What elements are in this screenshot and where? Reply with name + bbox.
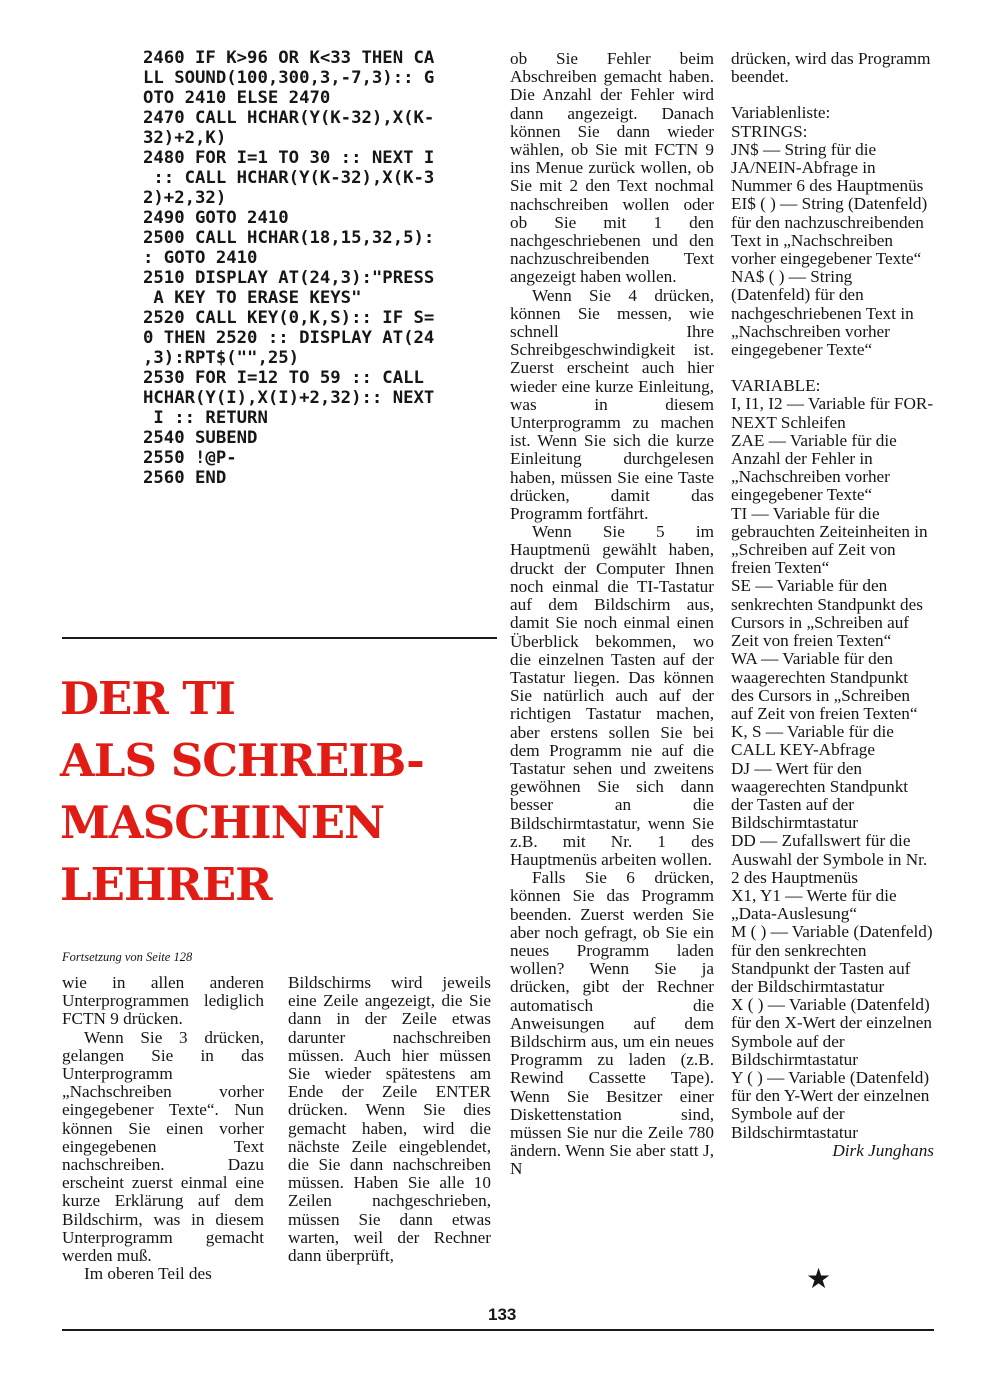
code-line: 2500 CALL HCHAR(18,15,32,5): xyxy=(143,228,435,248)
code-line: 2)+2,32) xyxy=(143,188,227,208)
title-line: MASCHINEN xyxy=(60,796,385,849)
paragraph: wie in allen anderen Unterprogrammen lediglich FCTN 9 drücken. xyxy=(62,973,264,1029)
section-divider xyxy=(62,637,497,639)
variable-entry: DJ — Wert für den waagerechten Standpunkt der Tasten auf der Bildschirmtastatur xyxy=(731,758,909,833)
title-line: LEHRER xyxy=(60,858,272,911)
title-line: ALS SCHREIB- xyxy=(60,734,424,787)
variable-heading: VARIABLE: xyxy=(731,376,821,396)
strings-heading: STRINGS: xyxy=(731,121,808,141)
variable-entry: I, I1, I2 — Variable für FOR-NEXT Schleifen xyxy=(731,394,934,432)
page-number: 133 xyxy=(488,1305,517,1324)
variable-entry: X ( ) — Variable (Datenfeld) für den X-Wert der einzelnen Symbole auf der Bildschirmtastatur xyxy=(731,995,932,1069)
paragraph: Wenn Sie 4 drücken, können Sie messen, wie schnell Ihre Schreibgeschwindigkeit ist. Zuerst erscheint auch hier wieder eine kurze Einleitung, was in diesem Unterprogramm zu machen ist. Wenn Sie sich die kurze Einleitung durchgelesen haben, müssen Sie eine Taste drücken, damit das Programm fortfährt. xyxy=(510,285,714,524)
code-line: :: CALL HCHAR(Y(K-32),X(K-3 xyxy=(143,168,435,188)
variable-entry: NA$ ( ) — String (Datenfeld) für den nachgeschriebenen Text in „Nachschreiben vorher eingegebener Texte“ xyxy=(731,267,914,360)
code-line: 2560 END xyxy=(143,468,227,488)
code-line: 2540 SUBEND xyxy=(143,428,258,448)
code-line: ,3):RPT$("",25) xyxy=(143,348,300,368)
code-line: 2490 GOTO 2410 xyxy=(143,208,289,228)
paragraph: Wenn Sie 3 drücken, gelangen Sie in das Unterprogramm „Nachschreiben vorher eingegebener Texte“. Nun können Sie einen vorher eingegebenen Text nachschreiben. Dazu erscheint zuerst einmal eine kurze Erklärung auf dem Bildschirm, was in diesem Unterprogramm gemacht werden muß. xyxy=(62,1027,264,1266)
code-line: I :: RETURN xyxy=(143,408,268,428)
code-line: 2520 CALL KEY(0,K,S):: IF S= xyxy=(143,308,435,328)
code-line: 2480 FOR I=1 TO 30 :: NEXT I xyxy=(143,148,435,168)
text-column-2 xyxy=(288,974,491,1265)
paragraph: drücken, wird das Programm beendet. xyxy=(731,49,931,87)
variable-entry: JN$ — String für die JA/NEIN-Abfrage in Nummer 6 des Hauptmenüs xyxy=(731,139,924,196)
continuation-note: Fortsetzung von Seite 128 xyxy=(62,950,193,964)
code-line: : GOTO 2410 xyxy=(143,248,258,268)
variable-entry: X1, Y1 — Werte für die „Data-Auslesung“ xyxy=(731,885,897,924)
variable-entry: ZAE — Variable für die Anzahl der Fehler in „Nachschreiben vorher eingegebener Texte“ xyxy=(731,430,897,505)
paragraph: Im oberen Teil des xyxy=(84,1264,212,1284)
star-icon: ★ xyxy=(806,1262,832,1295)
code-line: 2550 !@P- xyxy=(143,448,237,468)
text-column-3 xyxy=(510,50,714,1179)
code-line: 2510 DISPLAY AT(24,3):"PRESS xyxy=(143,268,435,288)
paragraph: ob Sie Fehler beim Abschreiben gemacht haben. Die Anzahl der Fehler wird dann angezeigt. Danach können Sie dann wieder wählen, ob Sie mit FCTN 9 ins Menue zurück wollen, ob Sie mit 2 den Text nochmal nachschreiben wollen oder ob Sie mit 1 den nachgeschriebenen und den nachzuschreibenden Text angezeigt haben wollen. xyxy=(510,49,714,287)
author-signature: Dirk Junghans xyxy=(832,1140,934,1160)
paragraph: Bildschirms wird jeweils eine Zeile angezeigt, die Sie dann in der Zeile etwas darunter nachschreiben müssen. Auch hier müssen Sie wieder spätestens am Ende der Zeile ENTER drücken. Wenn Sie dies gemacht haben, wird die nächste Zeile eingeblendet, die Sie dann nachschreiben müssen. Haben Sie alle 10 Zeilen nachgeschrieben, müssen Sie dann etwas warten, weil der Rechner dann überprüft, xyxy=(288,973,491,1266)
variable-entry: K, S — Variable für die CALL KEY-Abfrage xyxy=(731,722,894,760)
text-column-4 xyxy=(731,50,934,1160)
code-line: 0 THEN 2520 :: DISPLAY AT(24 xyxy=(143,328,435,348)
variable-entry: M ( ) — Variable (Datenfeld) für den senkrechten Standpunkt der Tasten auf der Bildschirmtastatur xyxy=(731,922,933,996)
code-line: OTO 2410 ELSE 2470 xyxy=(143,88,331,108)
paragraph: Wenn Sie 5 im Hauptmenü gewählt haben, druckt der Computer Ihnen noch einmal die TI-Tastatur auf dem Bildschirm aus, damit Sie noch einmal einen Überblick bekommen, wo die einzelnen Tasten auf der Tastatur liegen. Das können Sie natürlich auch auf der richtigen Tastatur machen, aber erstens sollen Sie bei dem Programm nie auf die Tastatur sehen und zweitens gewöhnen Sie sich dann besser an die Bildschirmtastatur, wenn Sie z.B. mit Nr. 1 des Hauptmenüs arbeiten wollen. xyxy=(510,522,714,869)
code-line: A KEY TO ERASE KEYS" xyxy=(143,288,362,308)
code-line: HCHAR(Y(I),X(I)+2,32):: NEXT xyxy=(143,388,435,408)
code-line: 2470 CALL HCHAR(Y(K-32),X(K- xyxy=(143,108,435,128)
code-listing xyxy=(143,48,481,488)
variable-entry: WA — Variable für den waagerechten Standpunkt des Cursors in „Schreiben auf Zeit von freien Texten“ xyxy=(731,649,918,723)
footer-divider xyxy=(62,1329,934,1331)
code-line: 2530 FOR I=12 TO 59 :: CALL xyxy=(143,368,424,388)
title-line: DER TI xyxy=(60,672,235,725)
variable-entry: Y ( ) — Variable (Datenfeld) für den Y-Wert der einzelnen Symbole auf der Bildschirmtastatur xyxy=(731,1067,930,1142)
code-line: 2460 IF K>96 OR K<33 THEN CA xyxy=(143,48,435,68)
variable-entry: DD — Zufallswert für die Auswahl der Symbole in Nr. 2 des Hauptmenüs xyxy=(731,831,928,887)
code-line: LL SOUND(100,300,3,-7,3):: G xyxy=(143,68,435,88)
variable-entry: TI — Variable für die gebrauchten Zeiteinheiten in „Schreiben auf Zeit von freien Texten“ xyxy=(731,503,928,578)
variable-list-title: Variablenliste: xyxy=(731,103,831,123)
code-line: 32)+2,K) xyxy=(143,128,227,148)
variable-entry: EI$ ( ) — String (Datenfeld) für den nachzuschreibenden Text in „Nachschreiben vorher eingegebener Texte“ xyxy=(731,194,928,269)
paragraph: Falls Sie 6 drücken, können Sie das Programm beenden. Zuerst werden Sie aber noch gefragt, ob Sie ein neues Programm laden wollen? Wenn Sie ja drücken, gibt der Rechner automatisch die Anweisungen auf dem Bildschirm aus, um ein neues Programm zu laden (z.B. Rewind Cassette Tape). Wenn Sie Besitzer einer Diskettenstation sind, müssen Sie nur die Zeile 780 ändern. Wenn Sie aber statt J, N xyxy=(510,868,714,1179)
article-title xyxy=(60,668,500,916)
variable-entry: SE — Variable für den senkrechten Standpunkt des Cursors in „Schreiben auf Zeit von freien Texten“ xyxy=(731,576,923,651)
text-column-1 xyxy=(62,974,264,1283)
